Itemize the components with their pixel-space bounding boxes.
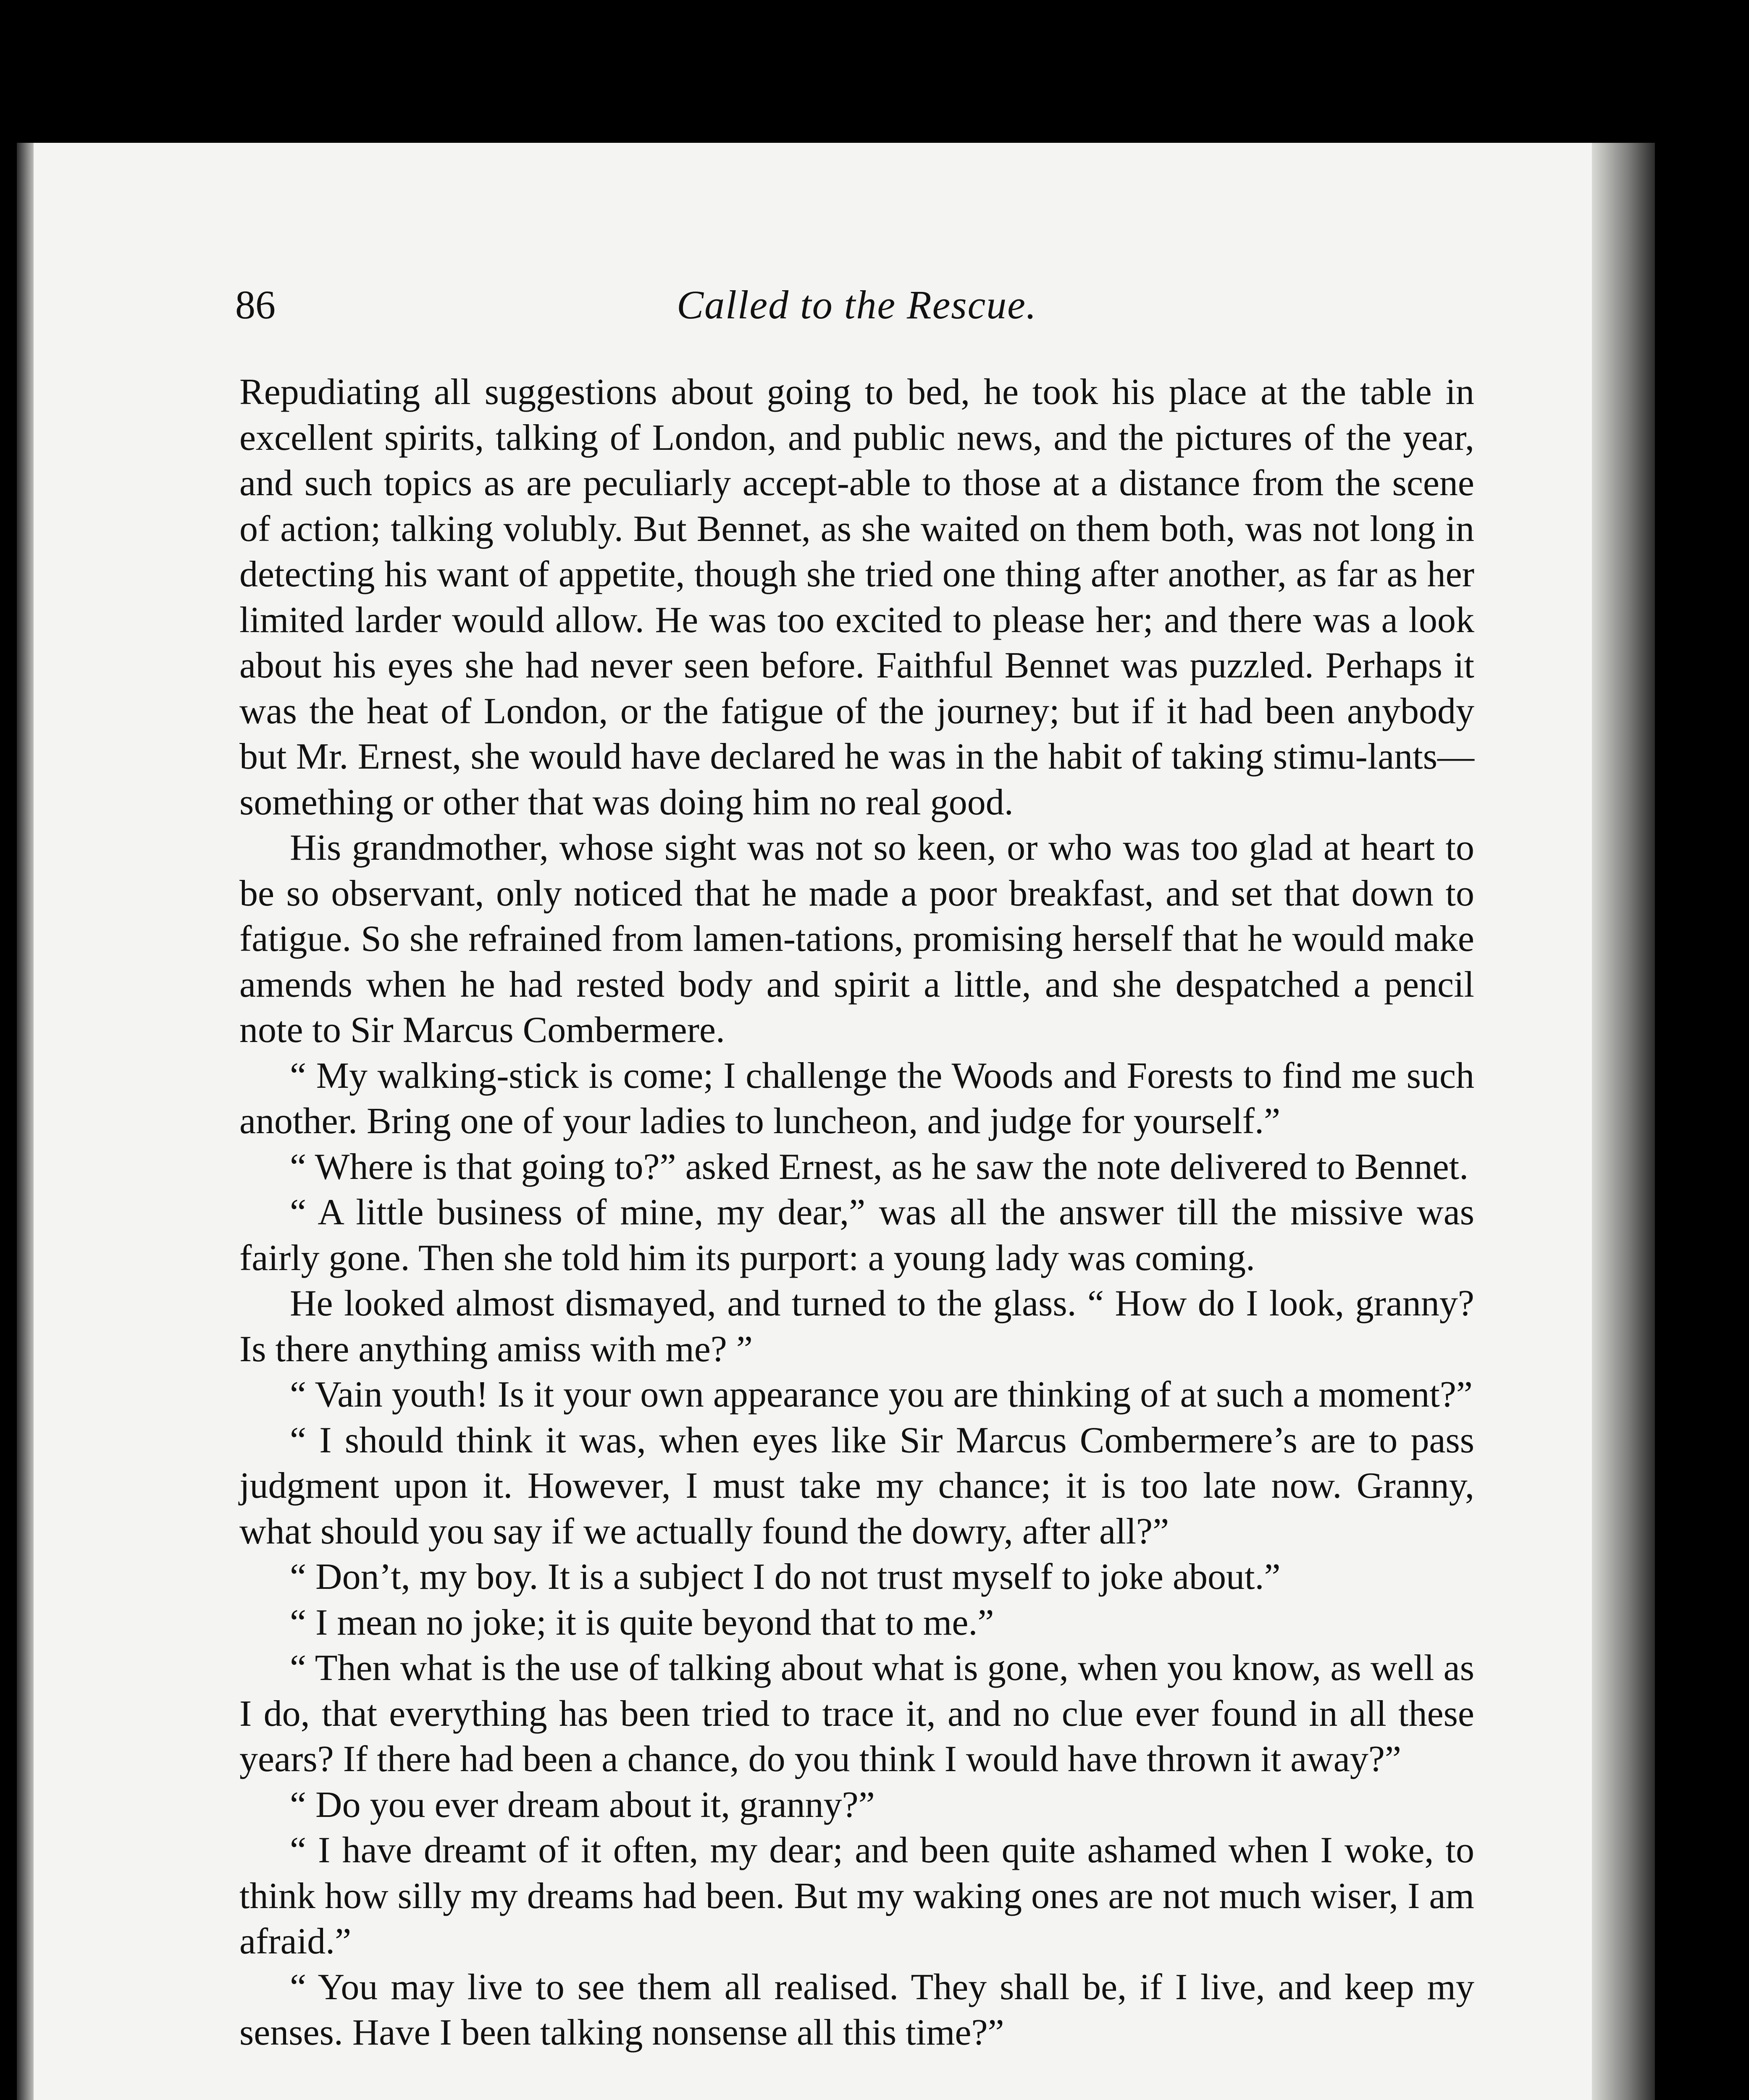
page-number: 86 xyxy=(235,282,276,327)
paragraph: “ Don’t, my boy. It is a subject I do not trust myself to joke about.” xyxy=(290,1557,1281,1597)
paragraph: “ Do you ever dream about it, granny?” xyxy=(290,1784,875,1825)
paragraph: “ I should think it was, when eyes like Sir Marcus Combermere’s are to pass judgment upon it. However, I must take my chance; it is too late now. Granny, what should you say if we actually found the dowry, after all?” xyxy=(239,1420,1474,1552)
page-header xyxy=(235,281,1479,340)
body-text xyxy=(239,370,1474,2056)
paragraph: “ My walking-stick is come; I challenge the Woods and Forests to find me such another. Bring one of your ladies to luncheon, and judge for yourself.” xyxy=(239,1055,1474,1142)
paragraph: “ Then what is the use of talking about what is gone, when you know, as well as I do, that everything has been tried to trace it, and no clue ever found in all these years? If there had been a chance, do you think I would have thrown it away?” xyxy=(239,1648,1474,1780)
paragraph: “ I have dreamt of it often, my dear; and been quite ashamed when I woke, to think how silly my dreams had been. But my waking ones are not much wiser, I am afraid.” xyxy=(239,1830,1474,1962)
paragraph: “ You may live to see them all realised. They shall be, if I live, and keep my senses. Have I been talking nonsense all this time?” xyxy=(239,1966,1474,2053)
running-title: Called to the Rescue. xyxy=(677,282,1037,327)
paragraph: “ I mean no joke; it is quite beyond that to me.” xyxy=(290,1602,994,1643)
page-gutter-shadow xyxy=(1592,143,1655,2100)
paragraph: “ Vain youth! Is it your own appearance you are thinking of at such a moment?” xyxy=(290,1374,1473,1415)
paragraph: “ A little business of mine, my dear,” was all the answer till the missive was fairly gone. Then she told him its purport: a young lady was coming. xyxy=(239,1192,1474,1278)
paragraph: He looked almost dismayed, and turned to the glass. “ How do I look, granny? Is there anything amiss with me? ” xyxy=(239,1283,1474,1370)
book-page xyxy=(17,143,1655,2100)
page-left-edge xyxy=(17,143,34,2100)
paragraph: Repudiating all suggestions about going to bed, he took his place at the table in excellent spirits, talking of London, and public news, and the pictures of the year, and such topics as are peculiarly accept-able to those at a distance from the scene of action; talking volubly. But Bennet, as she waited on them both, was not long in detecting his want of appetite, though she tried one thing after another, as far as her limited larder would allow. He was too excited to please her; and there was a look about his eyes she had never seen before. Faithful Bennet was puzzled. Perhaps it was the heat of London, or the fatigue of the journey; but if it had been anybody but Mr. Ernest, she would have declared he was in the habit of taking stimu-lants—something or other that was doing him no real good. xyxy=(239,372,1474,823)
paragraph: “ Where is that going to?” asked Ernest, as he saw the note delivered to Bennet. xyxy=(290,1146,1469,1187)
paragraph: His grandmother, whose sight was not so keen, or who was too glad at heart to be so observant, only noticed that he made a poor breakfast, and set that down to fatigue. So she refrained from lamen-tations, promising herself that he would make amends when he had rested body and spirit a little, and she despatched a pencil note to Sir Marcus Combermere. xyxy=(239,827,1474,1050)
